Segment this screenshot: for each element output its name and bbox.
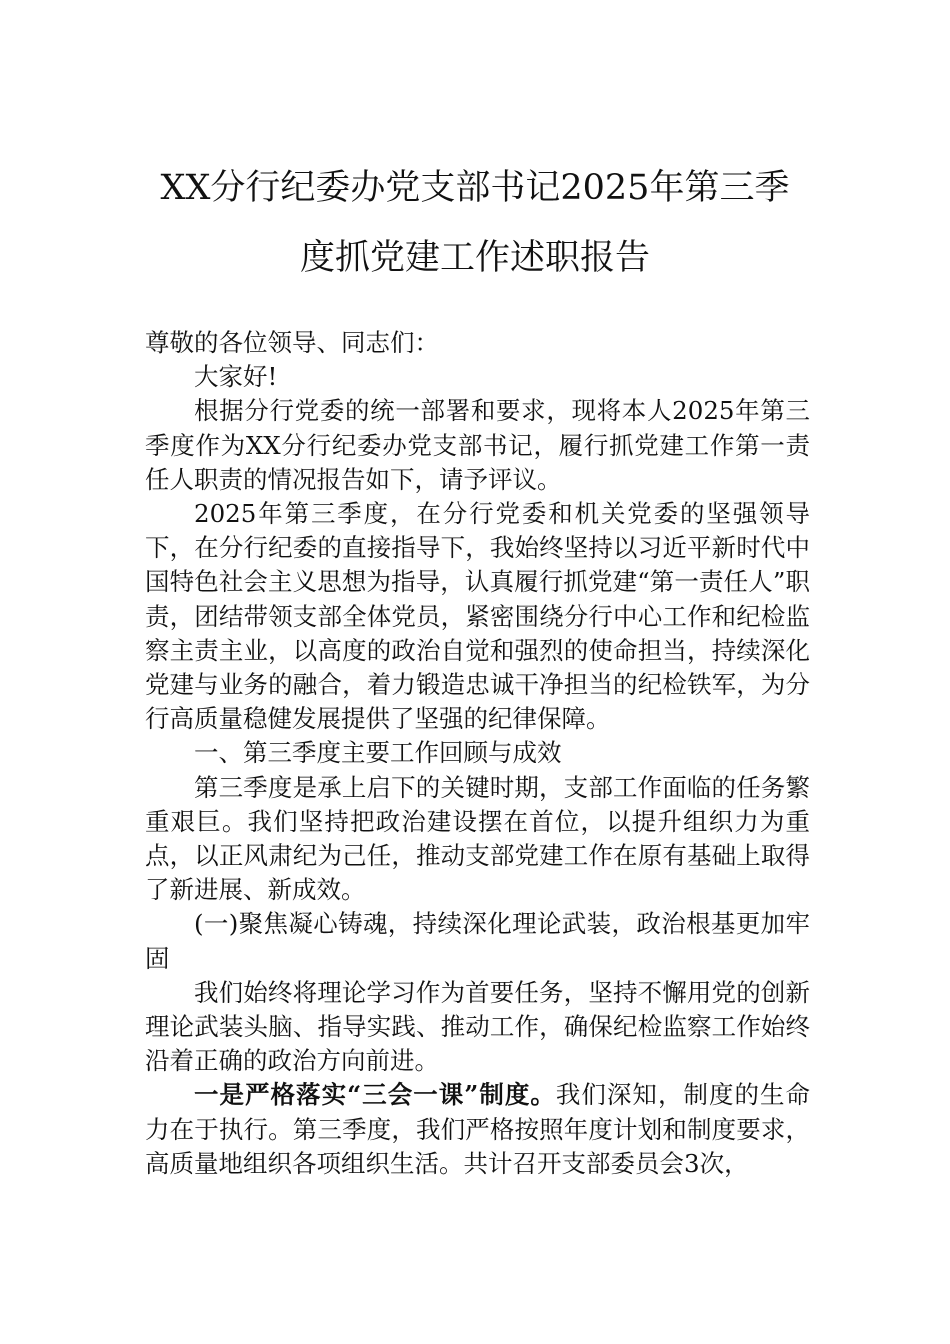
document-title-line-1: XX分行纪委办党支部书记2025年第三季 [160,168,790,208]
document-body [145,326,810,1181]
point-1-text: 我们深知，制度的生命力在于执行。第三季度，我们严格按照年度计划和制度要求，高质量地组织各项组织生活。共计召开支部委员会3次， [145,1080,811,1178]
section-heading-1: 一、第三季度主要工作回顾与成效 [194,738,562,768]
paragraph-review: 第三季度是承上启下的关键时期，支部工作面临的任务繁重艰巨。我们坚持把政治建设摆在首位，以提升组织力为重点，以正风肃纪为己任，推动支部党建工作在原有基础上取得了新进展、新成效。 [145,772,810,905]
paragraph-intro: 根据分行党委的统一部署和要求，现将本人2025年第三季度作为XX分行纪委办党支部书记，履行抓党建工作第一责任人职责的情况报告如下，请予评议。 [145,396,810,494]
greeting: 大家好! [194,362,278,392]
point-1-lead: 一是严格落实“三会一课”制度。 [194,1080,556,1110]
paragraph-theory: 我们始终将理论学习作为首要任务，坚持不懈用党的创新理论武装头脑、指导实践、推动工作，确保纪检监察工作始终沿着正确的政治方向前进。 [145,977,810,1076]
paragraph-summary: 2025年第三季度，在分行党委和机关党委的坚强领导下，在分行纪委的直接指导下，我始终坚持以习近平新时代中国特色社会主义思想为指导，认真履行抓党建“第一责任人”职责，团结带领支部全体党员，紧密围绕分行中心工作和纪检监察主责主业，以高度的政治自觉和强烈的使命担当，持续深化党建与业务的融合，着力锻造忠诚干净担当的纪检铁军，为分行高质量稳健发展提供了坚强的纪律保障。 [145,499,810,734]
paragraph-point-1 [145,1078,810,1181]
document-title-line-2: 度抓党建工作述职报告 [299,238,650,278]
salutation: 尊敬的各位领导、同志们： [145,328,439,357]
subsection-heading-1: (一)聚焦凝心铸魂，持续深化理论武装，政治根基更加牢固 [145,909,810,973]
